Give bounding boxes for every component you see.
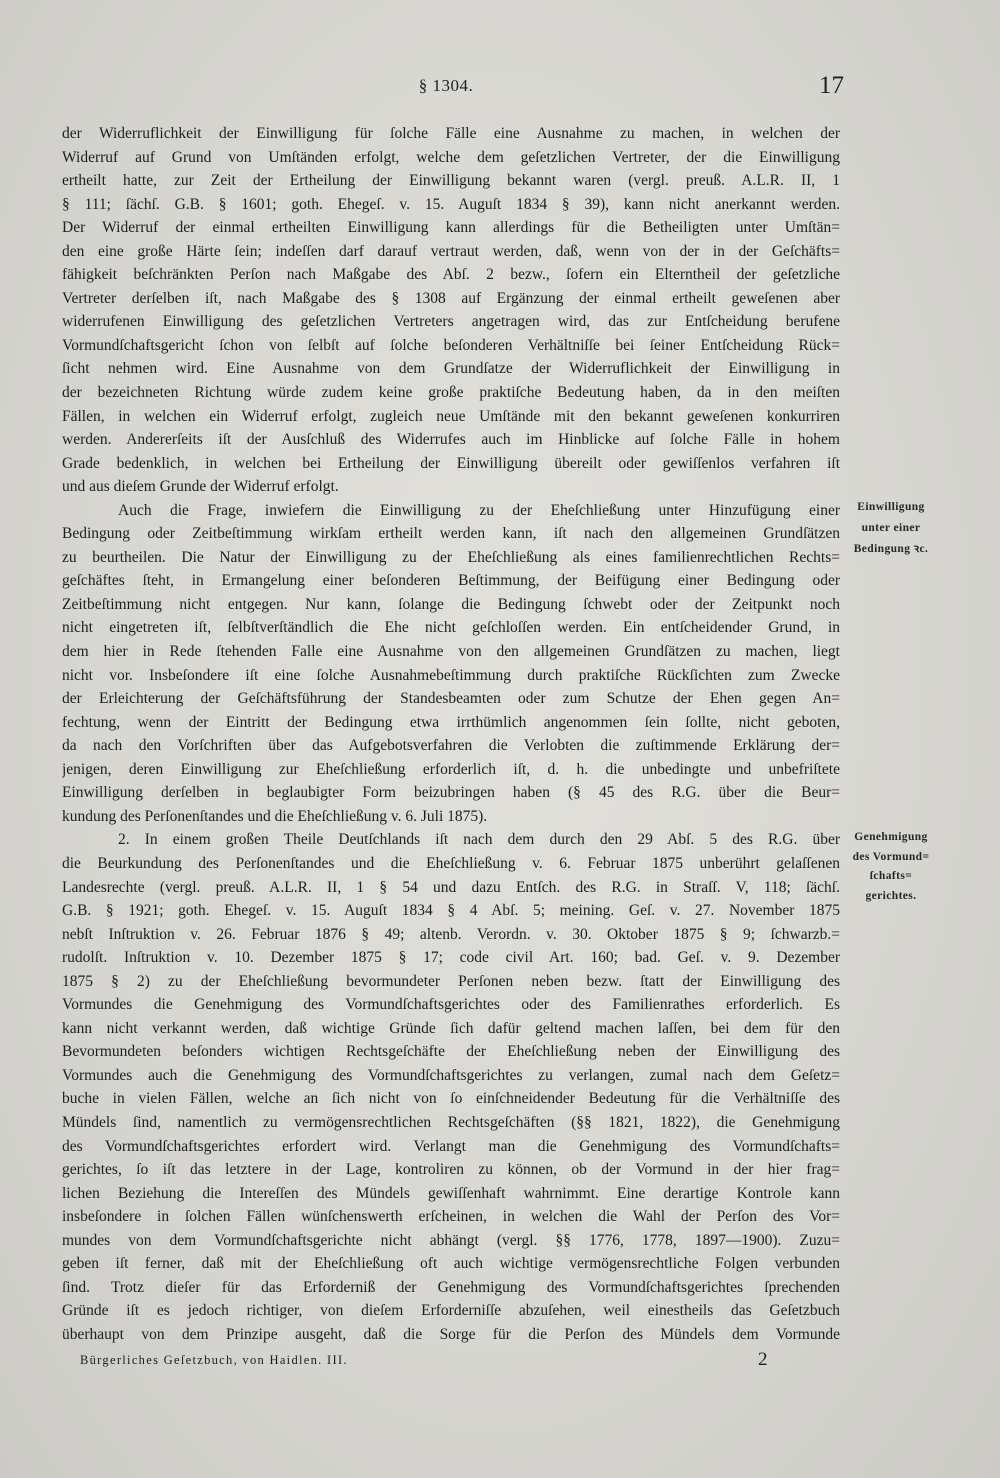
text-line: Zeitbeſtimmung nicht entgegen. Nur kann, ſolange die Bedingung ſchwebt oder der Zeitpunkt noch <box>62 595 840 613</box>
text-line: und aus dieſem Grunde der Widerruf erfolgt. <box>62 478 339 496</box>
text-line: widerrufenen Einwilligung des geſetzlichen Vertreters angetragen wird, das zur Entſcheidung berufene <box>62 313 840 331</box>
text-line: fähigkeit beſchränkten Perſon nach Maßgabe des Abſ. 2 bezw., ſofern ein Elterntheil der geſetzliche <box>62 266 840 284</box>
text-line: rudolſt. Inſtruktion v. 10. Dezember 1875 § 17; code civil Art. 160; bad. Geſ. v. 9. Dezember <box>62 949 840 967</box>
text-line: geſchäftes ſteht, in Ermangelung einer beſonderen Beſtimmung, der Beifügung einer Bedingung oder <box>62 572 840 590</box>
margin-note-line: ſchafts= <box>869 870 913 882</box>
margin-note-line: Bedingung ꝛc. <box>853 543 929 555</box>
text-line: der bezeichneten Richtung würde zudem keine große praktiſche Bedeutung haben, da in den meiſten <box>62 384 840 402</box>
text-line: nicht eingetreten iſt, ſelbſtverſtändlich die Ehe nicht geſchloſſen werden. Ein entſcheidender Grund, in <box>62 619 840 637</box>
section-heading: § 1304. <box>418 76 474 95</box>
text-line: des Vormundſchaftsgerichtes erfordert wird. Verlangt man die Genehmigung des Vormundſchafts= <box>62 1137 840 1155</box>
sheet-number: 2 <box>758 1349 768 1370</box>
text-line: der Erleichterung der Geſchäftsführung der Standesbeamten oder zum Schutze der Ehen gegen An= <box>62 690 840 708</box>
text-line: Einwilligung derſelben in beglaubigter Form beizubringen haben (§ 45 des R.G. über die Beur= <box>62 784 840 802</box>
text-line: Vormundſchaftsgericht ſchon von ſelbſt auf ſolche beſonderen Verhältniſſe bei ſeiner Entſcheidung Rück= <box>62 336 840 354</box>
text-line: Mündels ſind, namentlich zu vermögensrechtlichen Rechtsgeſchäften (§§ 1821, 1822), die Genehmigung <box>62 1113 840 1131</box>
text-line: Vormundes auch die Genehmigung des Vormundſchaftsgerichtes zu verlangen, zumal nach dem Geſetz= <box>62 1066 840 1084</box>
text-line: G.B. § 1921; goth. Ehegeſ. v. 15. Auguſt 1834 § 4 Abſ. 5; meining. Geſ. v. 27. November 1875 <box>62 902 840 920</box>
page-number: 17 <box>819 72 844 99</box>
text-line: Der Widerruf der einmal ertheilten Einwilligung kann allerdings für die Betheiligten unter Umſtän= <box>62 219 840 237</box>
text-line: 2. In einem großen Theile Deutſchlands iſt nach dem durch den 29 Abſ. 5 des R.G. über <box>118 831 840 849</box>
text-line: da nach den Vorſchriften über das Aufgebotsverfahren die Verlobten die zuſtimmende Erklärung der= <box>62 737 840 755</box>
margin-note-line: Genehmigung <box>854 831 928 843</box>
text-line: ertheilt hatte, zur Zeit der Ertheilung der Einwilligung bekannt waren (vergl. preuß. A.L.R. II, 1 <box>62 172 840 190</box>
margin-note-line: unter einer <box>861 522 921 534</box>
margin-note-line: gerichtes. <box>865 889 917 902</box>
text-line: Fällen, in welchen ein Widerruf erfolgt, zugleich neue Umſtände mit den bekannt geweſenen konkurriren <box>62 407 840 425</box>
text-line: Widerruf auf Grund von Umſtänden erfolgt, welche dem geſetzlichen Vertreter, der die Einwilligung <box>62 148 840 166</box>
text-line: buche in vielen Fällen, welche an ſich nicht von ſo einſchneidender Bedeutung für die Verhältniſſe des <box>62 1090 840 1108</box>
text-line: 1875 § 2) zu der Eheſchließung bevormundeter Perſonen neben bezw. ſtatt der Einwilligung des <box>62 972 840 990</box>
text-line: nicht vor. Insbeſondere iſt eine ſolche Ausnahmebeſtimmung durch praktiſche Rückſichten zum Zwecke <box>62 666 840 684</box>
text-line: Bevormundeten beſonders wichtigen Rechtsgeſchäfte der Eheſchließung neben der Einwilligung des <box>62 1043 840 1061</box>
text-line: Bedingung oder Zeitbeſtimmung wirkſam ertheilt werden kann, iſt nach den allgemeinen Grundſätzen <box>62 525 840 543</box>
text-line: insbeſondere in ſolchen Fällen wünſchenswerth erſcheinen, in welchen die Wahl der Perſon des Vor= <box>62 1208 840 1226</box>
text-line: Auch die Frage, inwiefern die Einwilligung zu der Eheſchließung unter Hinzufügung einer <box>118 501 840 519</box>
body-text <box>62 122 840 1346</box>
text-line: überhaupt von dem Prinzipe ausgeht, daß die Sorge für die Perſon des Mündels dem Vormunde <box>62 1325 840 1343</box>
text-line: kundung des Perſonenſtandes und die Eheſchließung v. 6. Juli 1875). <box>62 807 488 825</box>
signature-line: Bürgerliches Geſetzbuch, von Haidlen. III. <box>80 1353 348 1367</box>
text-line: den eine große Härte ſein; indeſſen darf darauf vertraut werden, daß, wenn von der in der Geſchäfts= <box>62 242 840 260</box>
margin-note-line: Einwilligung <box>857 501 925 513</box>
text-line: Vertreter derſelben iſt, nach Maßgabe des § 1308 auf Ergänzung der einmal ertheilt geweſenen aber <box>62 289 840 307</box>
text-line: dem hier in Rede ſtehenden Falle eine Ausnahme von den allgemeinen Grundſätzen zu machen, liegt <box>62 643 840 661</box>
margin-note-conditional-consent <box>842 497 940 560</box>
text-line: kann nicht verkannt werden, daß wichtige Gründe ſich dafür geltend machen laſſen, bei dem für den <box>62 1019 840 1037</box>
text-line: mundes von dem Vormundſchaftsgerichte nicht abhängt (vergl. §§ 1776, 1778, 1897—1900). Zuzu= <box>62 1231 840 1249</box>
margin-note-line: des Vormund= <box>852 850 930 863</box>
text-line: werden. Andererſeits iſt der Ausſchluß des Widerrufes auch im Hinblicke auf ſolche Fälle in hohem <box>62 431 840 449</box>
text-line: geben iſt ferner, daß mit der Eheſchließung oft auch wichtige vermögensrechtliche Folgen verbunden <box>62 1255 840 1273</box>
text-line: Grade bedenklich, in welchen bei Ertheilung der Einwilligung übereilt oder gewiſſenlos verfahren iſt <box>62 454 840 472</box>
text-line: ſind. Trotz dieſer für das Erforderniß der Genehmigung des Vormundſchaftsgerichtes ſprechenden <box>62 1278 840 1296</box>
text-line: Gründe iſt es jedoch richtiger, von dieſem Erforderniſſe abzuſehen, weil einestheils das Geſetzbuch <box>62 1302 840 1320</box>
text-line: der Widerruflichkeit der Einwilligung für ſolche Fälle eine Ausnahme zu machen, in welchen der <box>62 125 840 142</box>
text-line: § 111; ſächſ. G.B. § 1601; goth. Ehegeſ. v. 15. Auguſt 1834 § 39), kann nicht anerkannt werden. <box>62 195 840 213</box>
text-line: zu beurtheilen. Die Natur der Einwilligung zu der Eheſchließung als eines familienrechtlichen Rechts= <box>62 548 840 566</box>
text-line: nebſt Inſtruktion v. 26. Februar 1876 § 49; altenb. Verordn. v. 30. Oktober 1875 § 9; ſchwarzb.= <box>62 925 840 943</box>
text-line: ſicht nehmen wird. Eine Ausnahme von dem Grundſatze der Widerruflichkeit der Einwilligung in <box>62 360 840 378</box>
text-line: Landesrechte (vergl. preuß. A.L.R. II, 1 § 54 und dazu Entſch. des R.G. in Straſſ. V, 118; ſächſ. <box>62 878 840 896</box>
margin-note-guardianship-approval <box>842 828 940 906</box>
text-line: jenigen, deren Einwilligung zur Eheſchließung erforderlich iſt, d. h. die unbedingte und unbefriſtete <box>62 760 840 778</box>
text-line: fechtung, wenn der Eintritt der Bedingung etwa irrthümlich angenommen ſein ſollte, nicht geboten, <box>62 713 840 731</box>
text-line: gerichtes, ſo iſt das letztere in der Lage, kontroliren zu können, ob der Vormund in der hier frag= <box>62 1161 840 1179</box>
text-line: lichen Beziehung die Intereſſen des Mündels gewiſſenhaft wahrnimmt. Eine derartige Kontrole kann <box>62 1184 840 1202</box>
text-line: Vormundes die Genehmigung des Vormundſchaftsgerichtes oder des Familienrathes erforderlich. Es <box>62 996 840 1014</box>
text-line: die Beurkundung des Perſonenſtandes und die Eheſchließung v. 6. Februar 1875 unberührt gelaſſenen <box>62 854 840 872</box>
